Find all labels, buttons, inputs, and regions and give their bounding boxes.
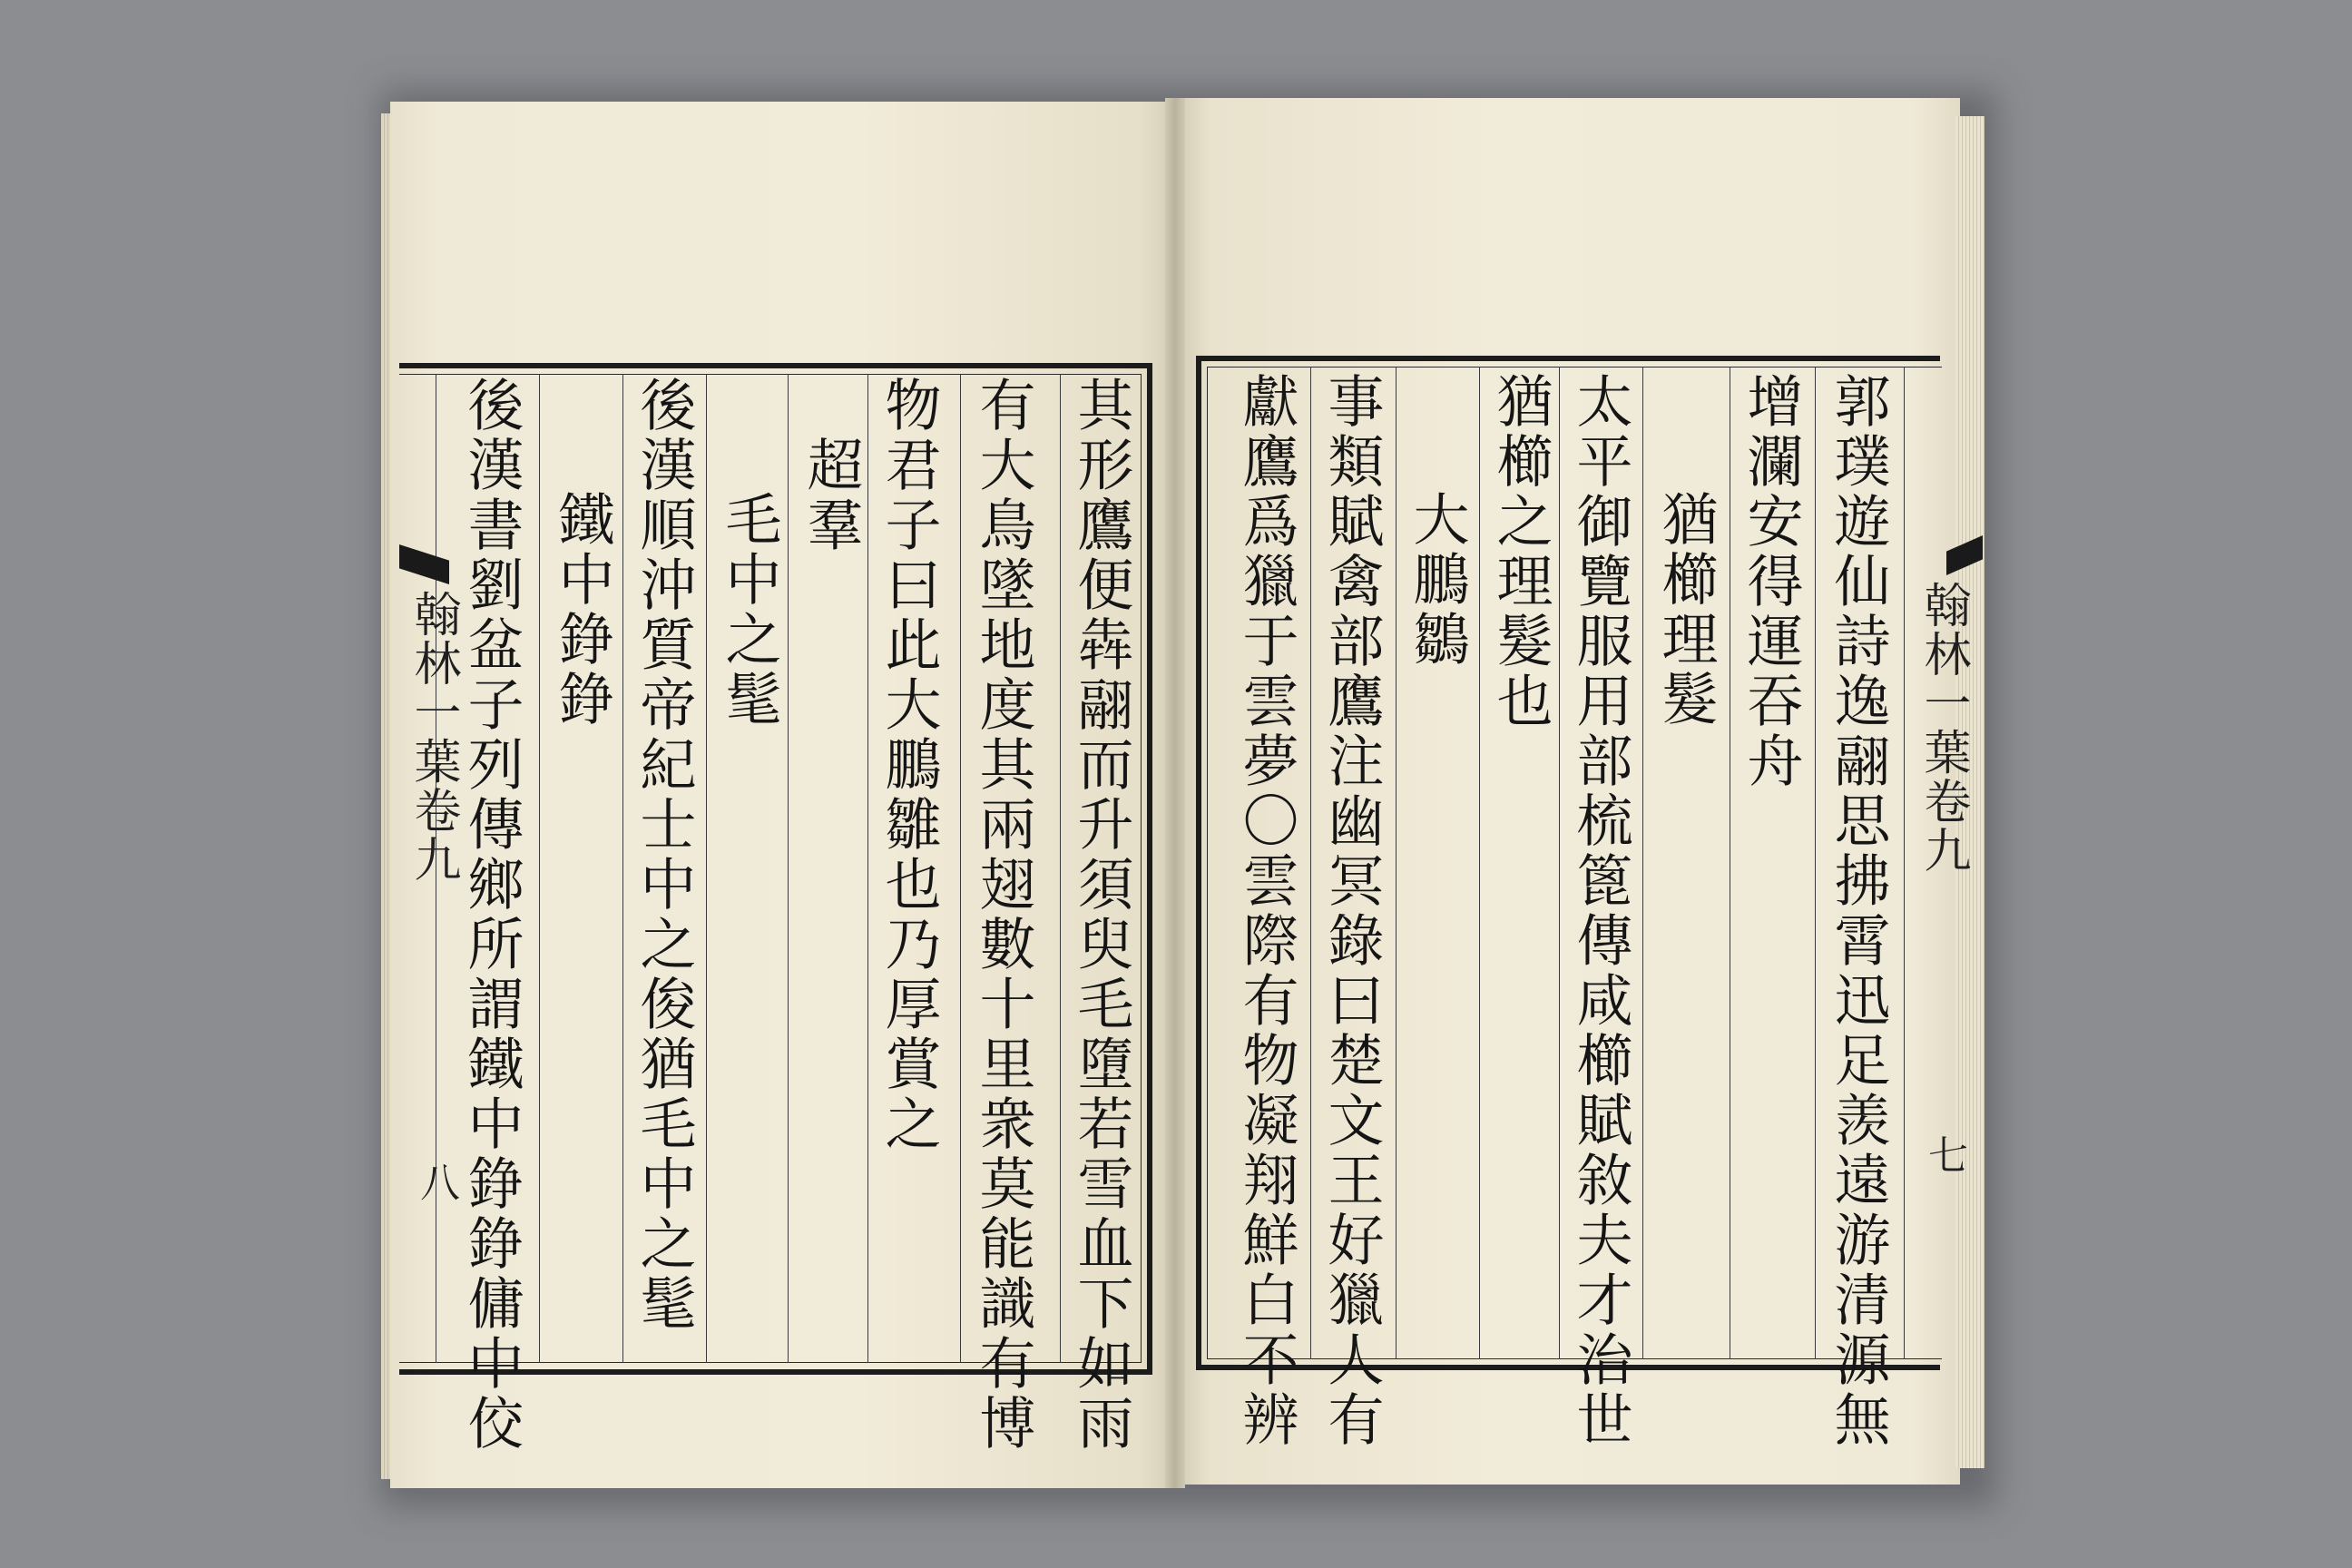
margin-folio: 七: [1921, 1134, 1967, 1174]
column-rule: [1310, 367, 1311, 1359]
text-column: 超羣: [798, 436, 864, 555]
margin-title: 翰林一葉卷九: [406, 590, 460, 884]
column-rule: [867, 374, 868, 1363]
column-rule: [960, 374, 961, 1363]
text-column: 有大鳥墜地度其兩翅數十里衆莫能識有博: [970, 376, 1036, 1454]
text-column: 增瀾安得運吞舟: [1738, 372, 1804, 791]
text-column: 後漢書劉盆子列傳鄉所謂鐵中錚錚傭中佼: [458, 376, 524, 1454]
text-column: 毛中之髦: [716, 490, 782, 730]
column-rule: [1815, 367, 1816, 1359]
margin-title: 翰林一葉卷九: [1916, 581, 1970, 875]
text-column: 太平御覽服用部梳篦傳咸櫛賦敘夫才治世: [1567, 372, 1633, 1450]
column-rule: [1559, 367, 1560, 1359]
text-column: 鐵中錚錚: [549, 490, 615, 730]
column-rule: [1479, 367, 1480, 1359]
text-column: 大鵬鶵: [1404, 490, 1470, 670]
book-gutter: [1165, 98, 1185, 1488]
text-column: 猶櫛理髮: [1652, 490, 1719, 730]
text-column: 事類賦禽部鷹注幽冥錄曰楚文王好獵人有: [1318, 372, 1385, 1450]
text-column: 後漢順沖質帝紀士中之俊猶毛中之髦: [631, 376, 697, 1334]
column-rule: [539, 374, 540, 1363]
text-column: 物君子曰此大鵬雛也乃厚賞之: [876, 376, 942, 1154]
column-rule: [622, 374, 623, 1363]
column-rule: [1642, 367, 1643, 1359]
column-rule: [1060, 374, 1061, 1363]
text-column: 猶櫛之理髮也: [1487, 372, 1553, 731]
margin-folio: 八: [413, 1161, 459, 1201]
text-column: 獻鷹爲獵于雲夢〇雲際有物凝翔鮮白不辨: [1233, 372, 1299, 1450]
text-column: 郭璞遊仙詩逸翮思拂霄迅足羡遠游清源無: [1825, 372, 1891, 1450]
column-rule: [1904, 367, 1905, 1359]
column-rule: [788, 374, 789, 1363]
column-rule: [706, 374, 707, 1363]
text-column: 其形鷹便犇翮而升須臾毛墮若雪血下如雨: [1068, 376, 1134, 1454]
